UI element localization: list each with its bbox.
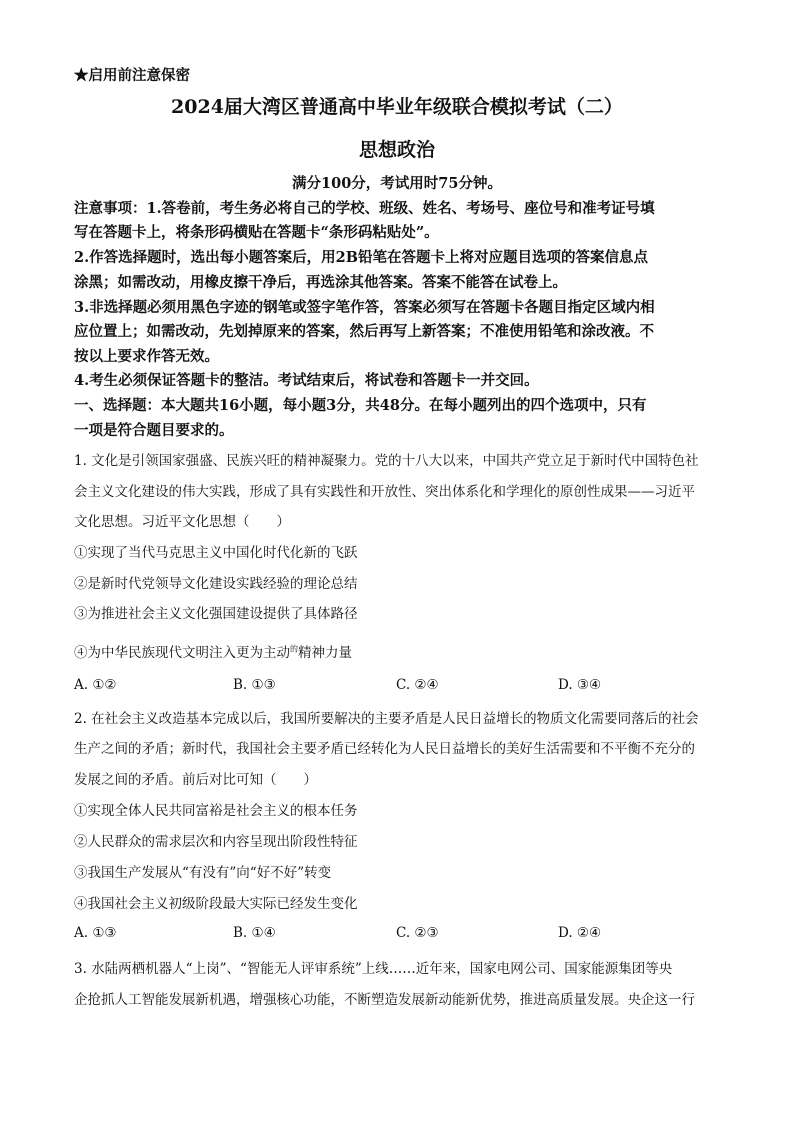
question-1-statement: ③为推进社会主义文化强国建设提供了具体路径 <box>74 606 358 622</box>
note-line: 应位置上；如需改动，先划掉原来的答案，然后再写上新答案；不准使用铅笔和涂改液。不 <box>74 323 654 340</box>
note-line: 2.作答选择题时，选出每小题答案后，用2B铅笔在答题卡上将对应题目选项的答案信息点 <box>74 249 648 266</box>
statement-text: ④为中华民族现代文明注入更为主动 <box>74 645 290 661</box>
confidential-mark: ★启用前注意保密 <box>74 67 190 84</box>
question-1-stem: 1. 文化是引领国家强盛、民族兴旺的精神凝聚力。党的十八大以来，中国共产党立足于新时代中国特色社 <box>74 453 699 469</box>
note-line: 按以上要求作答无效。 <box>74 348 219 365</box>
question-2-option-b: B. ①④ <box>233 925 276 941</box>
question-1-statement: ①实现了当代马克思主义中国化时代化新的飞跃 <box>74 545 358 561</box>
question-3-stem: 3. 水陆两栖机器人“上岗”、“智能无人评审系统”上线……近年来，国家电网公司、国家能源集团等央 <box>74 961 673 977</box>
question-2-stem: 2. 在社会主义改造基本完成以后，我国所要解决的主要矛盾是人民日益增长的物质文化需要同落后的社会 <box>74 711 699 727</box>
section-heading: 一项是符合题目要求的。 <box>74 422 234 439</box>
question-2-stem: 生产之间的矛盾；新时代，我国社会主要矛盾已经转化为人民日益增长的美好生活需要和不平衡不充分的 <box>74 741 695 757</box>
section-heading: 一、选择题：本大题共16小题，每小题3分，共48分。在每小题列出的四个选项中，只有 <box>74 397 647 414</box>
question-1-option-b: B. ①③ <box>233 677 276 693</box>
question-1-statement <box>74 641 352 661</box>
question-2-statement: ①实现全体人民共同富裕是社会主义的根本任务 <box>74 803 358 819</box>
score-info: 满分100分，考试用时75分钟。 <box>292 175 502 192</box>
question-2-stem: 发展之间的矛盾。前后对比可知（ ） <box>74 772 317 788</box>
question-1-option-c: C. ②④ <box>396 677 439 693</box>
question-2-option-d: D. ②④ <box>558 925 602 941</box>
statement-superscript: 的 <box>290 644 298 654</box>
exam-title: 2024届大湾区普通高中毕业年级联合模拟考试（二） <box>171 96 623 118</box>
question-3-stem: 企抢抓人工智能发展新机遇，增强核心功能，不断塑造发展新动能新优势，推进高质量发展。央企这一行 <box>74 992 695 1008</box>
question-1-statement: ②是新时代党领导文化建设实践经验的理论总结 <box>74 576 358 592</box>
question-2-statement: ②人民群众的需求层次和内容呈现出阶段性特征 <box>74 834 358 850</box>
question-1-option-a: A. ①② <box>74 677 117 693</box>
question-2-statement: ③我国生产发展从“有没有”向“好不好”转变 <box>74 865 332 881</box>
note-line: 3.非选择题必须用黑色字迹的钢笔或签字笔作答，答案必须写在答题卡各题目指定区域内相 <box>74 299 655 316</box>
question-2-option-c: C. ②③ <box>396 925 439 941</box>
statement-text: 精神力量 <box>298 645 352 661</box>
question-1-stem: 文化思想。习近平文化思想（ ） <box>74 514 290 530</box>
note-line: 4.考生必须保证答题卡的整洁。考试结束后，将试卷和答题卡一并交回。 <box>74 372 539 389</box>
question-2-option-a: A. ①③ <box>74 925 117 941</box>
note-line: 涂黑；如需改动，用橡皮擦干净后，再选涂其他答案。答案不能答在试卷上。 <box>74 274 567 291</box>
question-2-statement: ④我国社会主义初级阶段最大实际已经发生变化 <box>74 896 358 912</box>
note-line: 写在答题卡上，将条形码横贴在答题卡“条形码粘贴处”。 <box>74 224 439 241</box>
question-1-option-d: D. ③④ <box>558 677 602 693</box>
question-1-stem: 会主义文化建设的伟大实践，形成了具有实践性和开放性、突出体系化和学理化的原创性成果——习近平 <box>74 484 695 500</box>
subject-title: 思想政治 <box>358 139 435 161</box>
note-line: 注意事项：1.答卷前，考生务必将自己的学校、班级、姓名、考场号、座位号和准考证号填 <box>74 200 655 217</box>
